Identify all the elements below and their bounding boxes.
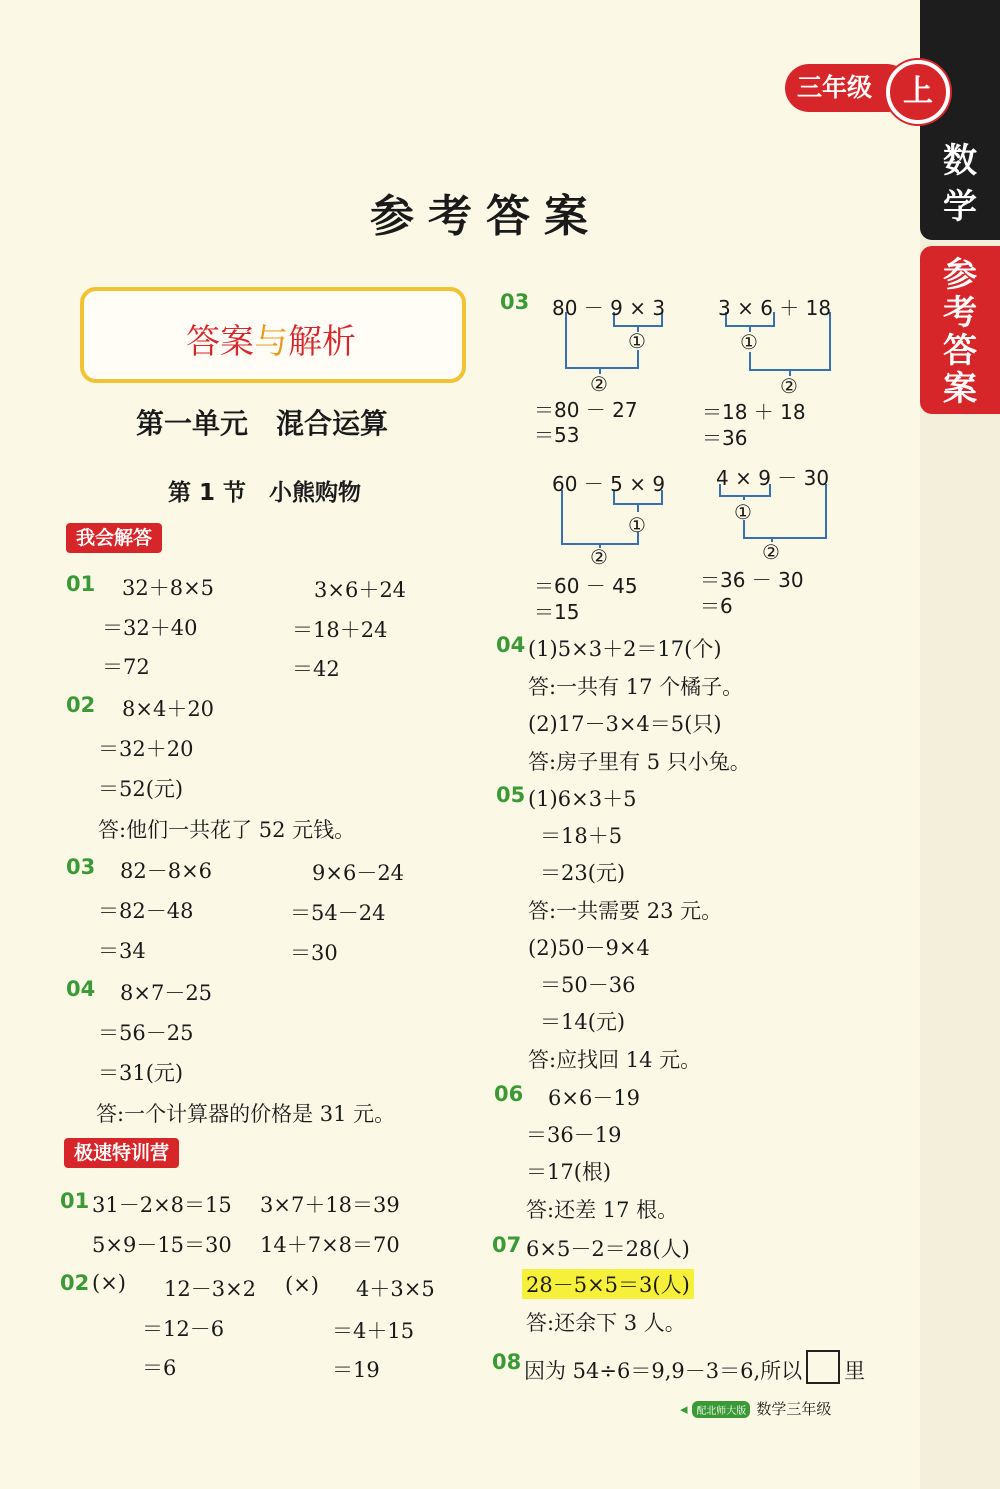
answer-line: 答:还差 17 根。 xyxy=(526,1198,679,1222)
footer-text: 数学三年级 xyxy=(756,1400,832,1418)
math-line: ＝56－25 xyxy=(98,1021,194,1045)
math-line: (1)5×3＋2＝17(个) xyxy=(528,637,722,661)
badge-training: 极速特训营 xyxy=(64,1138,179,1168)
math-line: 4＋3×5 xyxy=(356,1277,435,1301)
math-line: 32＋8×5 xyxy=(122,576,215,600)
math-line: ＝4＋15 xyxy=(332,1319,415,1343)
question-number: 03 xyxy=(66,855,96,879)
math-line: 3×6＋24 xyxy=(314,578,407,602)
tab-char: 答 xyxy=(943,331,977,371)
tab-char: 参 xyxy=(943,255,977,295)
math-line: 14＋7×8＝70 xyxy=(260,1233,400,1257)
math-line: 6×6－19 xyxy=(548,1086,641,1110)
math-line: (2)17－3×4＝5(只) xyxy=(528,712,722,736)
question-number: 07 xyxy=(492,1233,522,1257)
math-line: 6×5－2＝28(人) xyxy=(526,1237,690,1261)
math-line: (1)6×3＋5 xyxy=(528,787,637,811)
answer-line: 答:还余下 3 人。 xyxy=(526,1311,686,1335)
question-number: 02 xyxy=(66,693,96,717)
judgement-mark: (×) xyxy=(92,1271,126,1295)
tab-char: 考 xyxy=(943,293,977,333)
tree-expression: 3 × 6 ＋ 18 xyxy=(718,296,832,320)
question-number: 01 xyxy=(66,572,96,596)
tab-char: 案 xyxy=(943,369,977,409)
math-line: ＝32＋40 xyxy=(102,616,198,640)
step-marker: ② xyxy=(590,545,608,569)
question-number: 08 xyxy=(492,1350,522,1374)
math-line: ＝60 － 45 xyxy=(534,574,638,598)
math-line: ＝6 xyxy=(142,1356,177,1380)
box-title-part: 与 xyxy=(254,322,288,362)
math-line: ＝18＋24 xyxy=(292,618,388,642)
judgement-mark: (×) xyxy=(285,1273,319,1297)
step-marker: ② xyxy=(762,540,780,564)
step-marker: ② xyxy=(590,372,608,396)
question-number: 01 xyxy=(60,1189,90,1213)
math-line: 12－3×2 xyxy=(164,1277,257,1301)
math-line: 9×6－24 xyxy=(312,861,405,885)
answer-line: 答:一个计算器的价格是 31 元。 xyxy=(96,1102,396,1126)
question-number: 05 xyxy=(496,783,526,807)
box-title-part: 答案 xyxy=(186,322,254,362)
math-line: ＝36 xyxy=(702,426,748,450)
math-line: ＝72 xyxy=(102,655,150,679)
question-number: 04 xyxy=(66,977,96,1001)
math-line: 31－2×8＝15 xyxy=(92,1193,232,1217)
footer xyxy=(680,1398,831,1419)
math-line: ＝14(元) xyxy=(540,1010,626,1034)
math-line: ＝36－19 xyxy=(526,1123,622,1147)
math-line: 8×4＋20 xyxy=(122,697,215,721)
text-segment: 里 xyxy=(844,1359,866,1383)
text-segment: 因为 54÷6＝9,9－3＝6,所以 xyxy=(524,1359,803,1383)
box-title-part: 解析 xyxy=(288,322,356,362)
math-line: ＝15 xyxy=(534,600,580,624)
question-number: 02 xyxy=(60,1271,90,1295)
blank-box xyxy=(806,1350,840,1384)
step-marker: ② xyxy=(780,374,798,398)
badge-practice: 我会解答 xyxy=(66,523,162,553)
math-line: ＝19 xyxy=(332,1358,380,1382)
math-line: ＝30 xyxy=(290,941,338,965)
math-line: ＝17(根) xyxy=(526,1160,612,1184)
unit-title: 第一单元 混合运算 xyxy=(136,407,389,440)
math-line: ＝18＋5 xyxy=(540,824,623,848)
highlighted-line: 28－5×5＝3(人) xyxy=(522,1269,694,1299)
math-line: ＝6 xyxy=(700,594,733,618)
tree-expression: 4 × 9 － 30 xyxy=(716,466,830,490)
math-line: ＝23(元) xyxy=(540,861,626,885)
math-line: ＝32＋20 xyxy=(98,737,194,761)
math-line: ＝36 － 30 xyxy=(700,568,804,592)
math-line: ＝82－48 xyxy=(98,899,194,923)
math-line: ＝34 xyxy=(98,939,146,963)
subject-char: 学 xyxy=(943,187,977,227)
math-line: ＝53 xyxy=(534,423,580,447)
step-marker: ① xyxy=(628,513,646,537)
step-marker: ① xyxy=(628,329,646,353)
math-line: ＝50－36 xyxy=(540,973,636,997)
math-line: ＝42 xyxy=(292,657,340,681)
tree-expression: 80 － 9 × 3 xyxy=(552,296,666,320)
math-line: 8×7－25 xyxy=(120,981,213,1005)
tree-expression: 60 － 5 × 9 xyxy=(552,472,666,496)
question-number: 03 xyxy=(500,290,530,314)
step-marker: ① xyxy=(734,500,752,524)
answer-line: 答:一共需要 23 元。 xyxy=(528,899,723,923)
answer-line: 答:他们一共花了 52 元钱。 xyxy=(98,818,356,842)
grade-label: 三年级 xyxy=(785,64,911,112)
edition-badge: 配北师大版 xyxy=(692,1401,750,1418)
math-line: (2)50－9×4 xyxy=(528,936,650,960)
math-line: ＝80 － 27 xyxy=(534,398,638,422)
section-title: 第 1 节 小熊购物 xyxy=(168,480,362,506)
answer-line: 答:一共有 17 个橘子。 xyxy=(528,675,744,699)
answer-line: 答:应找回 14 元。 xyxy=(528,1048,702,1072)
term-badge: 上 xyxy=(886,60,950,124)
math-line: 5×9－15＝30 xyxy=(92,1233,232,1257)
math-line: 3×7＋18＝39 xyxy=(260,1193,400,1217)
math-line: ＝18 ＋ 18 xyxy=(702,400,806,424)
answer-line: 答:房子里有 5 只小兔。 xyxy=(528,750,751,774)
math-line: ＝12－6 xyxy=(142,1317,225,1341)
step-marker: ① xyxy=(740,330,758,354)
question-number: 06 xyxy=(494,1082,524,1106)
left-arrow-icon: ◂ xyxy=(680,1400,688,1418)
question-number: 04 xyxy=(496,633,526,657)
math-line: ＝54－24 xyxy=(290,901,386,925)
subject-char: 数 xyxy=(943,141,977,181)
math-line: ＝31(元) xyxy=(98,1061,184,1085)
math-line xyxy=(524,1350,865,1385)
math-line: 82－8×6 xyxy=(120,859,213,883)
page-title: 参考答案 xyxy=(370,191,602,242)
math-line: ＝52(元) xyxy=(98,777,184,801)
